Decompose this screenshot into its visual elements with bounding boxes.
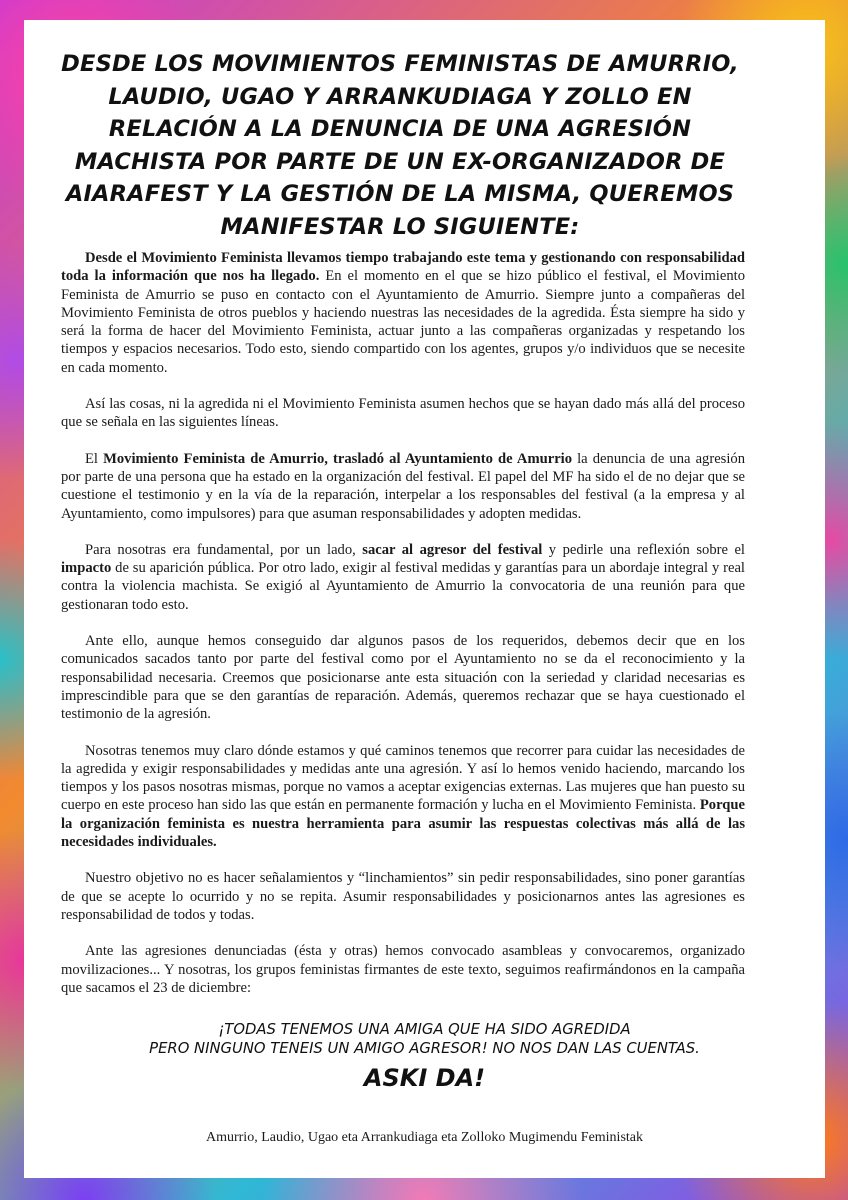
paragraph-4 (61, 541, 745, 614)
paragraph-6 (61, 742, 745, 852)
slogan-line-2: PERO NINGUNO TENEIS UN AMIGO AGRESOR! NO NOS DAN LAS CUENTAS. (149, 1040, 700, 1057)
signature: Amurrio, Laudio, Ugao eta Arrankudiaga eta Zolloko Mugimendu Feministak (205, 1130, 643, 1145)
paragraph-4-text-c: y pedirle una reflexión sobre el (542, 541, 745, 558)
paragraph-2: Así las cosas, ni la agredida ni el Movimiento Feminista asumen hechos que se hayan dado más allá del proceso que se señala en las siguientes líneas. (61, 396, 745, 431)
paragraph-4-bold-d: impacto (61, 560, 112, 577)
paragraph-1-text: En el momento en el que se hizo público el festival, el Movimiento Feminista de Amurrio se puso en contacto con el Ayuntamiento de Amurrio. Siempre junto a compañeras del Movimiento Feminista de otros pueblos y haciendo nuestras las necesidades de la agredida. Ésta siempre ha sido y será la forma de hacer del Movimiento Feminista, actuar junto a las compañeras organizadas y respetando los tiempos y espacios necesarios. Todo esto, siendo compartido con los agentes, grupos y/o individuos que se necesite en cada momento. (61, 268, 745, 376)
paragraph-5: Ante ello, aunque hemos conseguido dar algunos pasos de los requeridos, debemos decir que en los comunicados sacados tanto por parte del festival como por el Ayuntamiento no se da el reconocimiento y la responsabilidad necesaria. Creemos que posicionarse ante esta situación con la seriedad y claridad necesarias es imprescindible para que se den garantías de reparación. Además, queremos rechazar que se haya cuestionado el testimonio de la agresión. (61, 633, 745, 723)
aski-da-heading: ASKI DA! (363, 1064, 486, 1092)
paragraph-3-text-c: la denuncia de una agresión por parte de una persona que ha estado en la organización del festival. El papel del MF ha sido el de no dejar que se cuestione el testimonio y en la vía de la reparación, interpelar a los responsables del festival (a la empresa y al Ayuntamiento, como impulsores) para que asuman responsabilidades y adopten medidas. (61, 450, 746, 522)
paragraph-6-text: Nosotras tenemos muy claro dónde estamos y qué caminos tenemos que recorrer para cuidar las necesidades de la agredida y exigir responsabilidades y medidas ante una agresión. Y así lo hemos venido haciendo, marcando los tiempos y los pasos nosotras mismas, porque no vamos a aceptar exigencias externas. Las mujeres que han puesto su cuerpo en este proceso han sido las que están en permanente formación y lucha en el Movimiento Feminista. (61, 742, 745, 814)
paragraph-1 (61, 249, 745, 377)
paragraph-6-bold: Porque la organización feminista es nuestra herramienta para asumir las respuestas colectivas más allá de las necesidades individuales. (61, 797, 745, 851)
paragraph-4-bold-b: sacar al agresor del festival (362, 541, 543, 558)
slogan-line-1: ¡TODAS TENEMOS UNA AMIGA QUE HA SIDO AGREDIDA (218, 1021, 631, 1038)
paragraph-3 (61, 450, 745, 523)
paragraph-3-bold: Movimiento Feminista de Amurrio, trasladó al Ayuntamiento de Amurrio (103, 450, 573, 467)
paragraph-3-text-a: El (85, 450, 104, 467)
paragraph-1-bold: Desde el Movimiento Feminista llevamos tiempo trabajando este tema y gestionando con responsabilidad toda la información que nos ha llegado. (61, 250, 745, 285)
paragraph-8: Ante las agresiones denunciadas (ésta y otras) hemos convocado asambleas y convocaremos, organizado movilizaciones... Y nosotras, los grupos feministas firmantes de este texto, seguimos reafirmándonos en la campaña que sacamos el 23 de diciembre: (61, 943, 745, 996)
document-body (61, 249, 745, 1015)
paragraph-4-text-e: de su aparición pública. Por otro lado, exigir al festival medidas y garantías para un abordaje integral y real contra la violencia machista. Se exigió al Ayuntamiento de Amurrio la convocatoria de una reunión para que gestionaran todo esto. (61, 560, 745, 613)
paragraph-7: Nuestro objetivo no es hacer señalamientos y “linchamientos” sin pedir responsabilidades, sino poner garantías de que se acepte lo ocurrido y no se repita. Asumir responsabilidades y posicionarnos antes las agresiones es responsabilidad de todos y todas. (61, 870, 745, 923)
paragraph-4-text-a: Para nosotras era fundamental, por un lado, (85, 541, 363, 558)
campaign-slogan (24, 1020, 825, 1058)
document-title: DESDE LOS MOVIMIENTOS FEMINISTAS DE AMURRIO, LAUDIO, UGAO Y ARRANKUDIAGA Y ZOLLO EN RELACIÓN A LA DENUNCIA DE UNA AGRESIÓN MACHISTA POR PARTE DE UN EX-ORGANIZADOR DE AIARAFEST Y LA GESTIÓN DE LA MISMA, QUEREMOS MANIFESTAR LO SIGUIENTE: (61, 51, 739, 240)
